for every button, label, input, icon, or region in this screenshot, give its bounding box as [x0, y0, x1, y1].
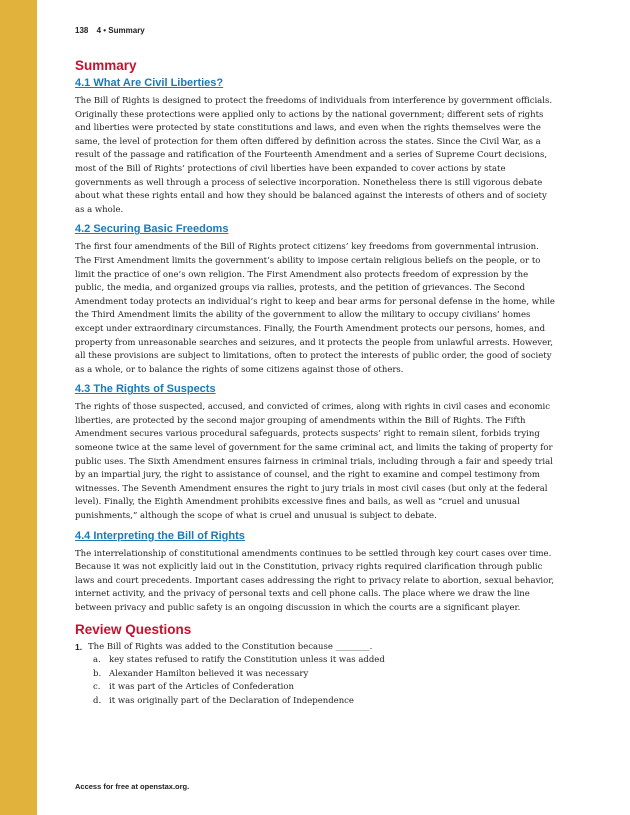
option-text: it was originally part of the Declaration of Independence	[109, 695, 354, 706]
section-4-3	[75, 383, 557, 523]
chapter-label: 4 • Summary	[96, 26, 145, 35]
section-4-1	[75, 77, 557, 217]
question-stem	[75, 641, 557, 655]
question-text: The Bill of Rights was added to the Constitution because ________.	[88, 641, 373, 652]
option-letter: b.	[93, 668, 102, 679]
option-text: it was part of the Articles of Confederation	[109, 682, 294, 693]
section-heading-link[interactable]: 4.1 What Are Civil Liberties?	[75, 77, 224, 89]
section-paragraph: The rights of those suspected, accused, and convicted of crimes, along with rights in civil cases and economic liberties, are protected by the second major grouping of amendments within the Bill of Rights. The Fifth Amendment secures various procedural safeguards, protects suspects’ right to remain silent, forbids trying someone twice at the same level of government for the same criminal act, and limits the taking of property for public uses. The Sixth Amendment ensures fairness in criminal trials, including through a fair and speedy trial by an impartial jury, the right to assistance of counsel, and the right to examine and compel testimony from witnesses. The Seventh Amendment ensures the right to jury trials in most civil cases (but only at the federal level). Finally, the Eighth Amendment prohibits excessive fines and bails, as well as “cruel and unusual punishments,” although the scope of what is cruel and unusual is subject to debate.	[75, 402, 553, 522]
section-heading-link[interactable]: 4.3 The Rights of Suspects	[75, 383, 216, 396]
section-4-4	[75, 530, 557, 616]
section-4-2	[75, 223, 557, 377]
option-letter: d.	[93, 695, 102, 706]
page-footer: Access for free at openstax.org.	[75, 782, 190, 791]
answer-option	[93, 695, 557, 709]
section-paragraph: The Bill of Rights is designed to protect the freedoms of individuals from interference by government officials. Originally these protections were applied only to actions by the national government; different sets of rights and liberties were protected by state constitutions and laws, and even when the rights themselves were the same, the level of protection for them often differed by definition across the states. Since the Civil War, as a result of the passage and ratification of the Fourteenth Amendment and a series of Supreme Court decisions, most of the Bill of Rights’ protections of civil liberties have been expanded to cover actions by state governments as well through a process of selective incorporation. Nonetheless there is still vigorous debate about what these rights entail and how they should be balanced against the interests of others and of society as a whole.	[75, 96, 553, 215]
section-paragraph: The first four amendments of the Bill of Rights protect citizens’ key freedoms from governmental intrusion. The First Amendment limits the government’s ability to impose certain religious beliefs on the people, or to limit the practice of one’s own religion. The First Amendment also protects freedom of expression by the public, the media, and organized groups via rallies, protests, and the petition of grievances. The Second Amendment today protects an individual’s right to keep and bear arms for personal defense in the home, while the Third Amendment limits the ability of the government to allow the military to occupy civilians’ homes except under extraordinary circumstances. Finally, the Fourth Amendment protects our persons, homes, and property from unreasonable searches and seizures, and it protects the people from unlawful arrests. However, all these provisions are subject to limitations, often to protect the interests of public order, the good of society as a whole, or to balance the rights of some citizens against those of others.	[75, 242, 555, 375]
option-letter: c.	[93, 682, 101, 693]
running-header	[75, 26, 145, 35]
review-questions-title: Review Questions	[75, 621, 192, 637]
option-text: key states refused to ratify the Constitution unless it was added	[109, 655, 385, 666]
page-number: 138	[75, 26, 89, 35]
answer-option	[93, 668, 557, 682]
answer-option	[93, 654, 557, 668]
answer-options	[93, 654, 557, 708]
summary-title: Summary	[75, 58, 137, 73]
section-heading-link[interactable]: 4.4 Interpreting the Bill of Rights	[75, 529, 245, 542]
page-content	[75, 58, 557, 709]
section-heading-link[interactable]: 4.2 Securing Basic Freedoms	[75, 223, 229, 236]
section-paragraph: The interrelationship of constitutional amendments continues to be settled through key court cases over time. Because it was not explicitly laid out in the Constitution, privacy rights required clarification through public laws and court precedents. Important cases addressing the right to privacy relate to abortion, sexual behavior, internet activity, and the privacy of personal texts and cell phone calls. The place where we draw the line between privacy and public safety is an ongoing discussion in which the courts are a significant player.	[75, 548, 555, 613]
question-number: 1.	[75, 641, 83, 652]
option-letter: a.	[93, 655, 101, 666]
answer-option	[93, 681, 557, 695]
review-question	[75, 641, 557, 709]
decorative-sidebar	[0, 0, 37, 815]
option-text: Alexander Hamilton believed it was necessary	[109, 668, 309, 679]
